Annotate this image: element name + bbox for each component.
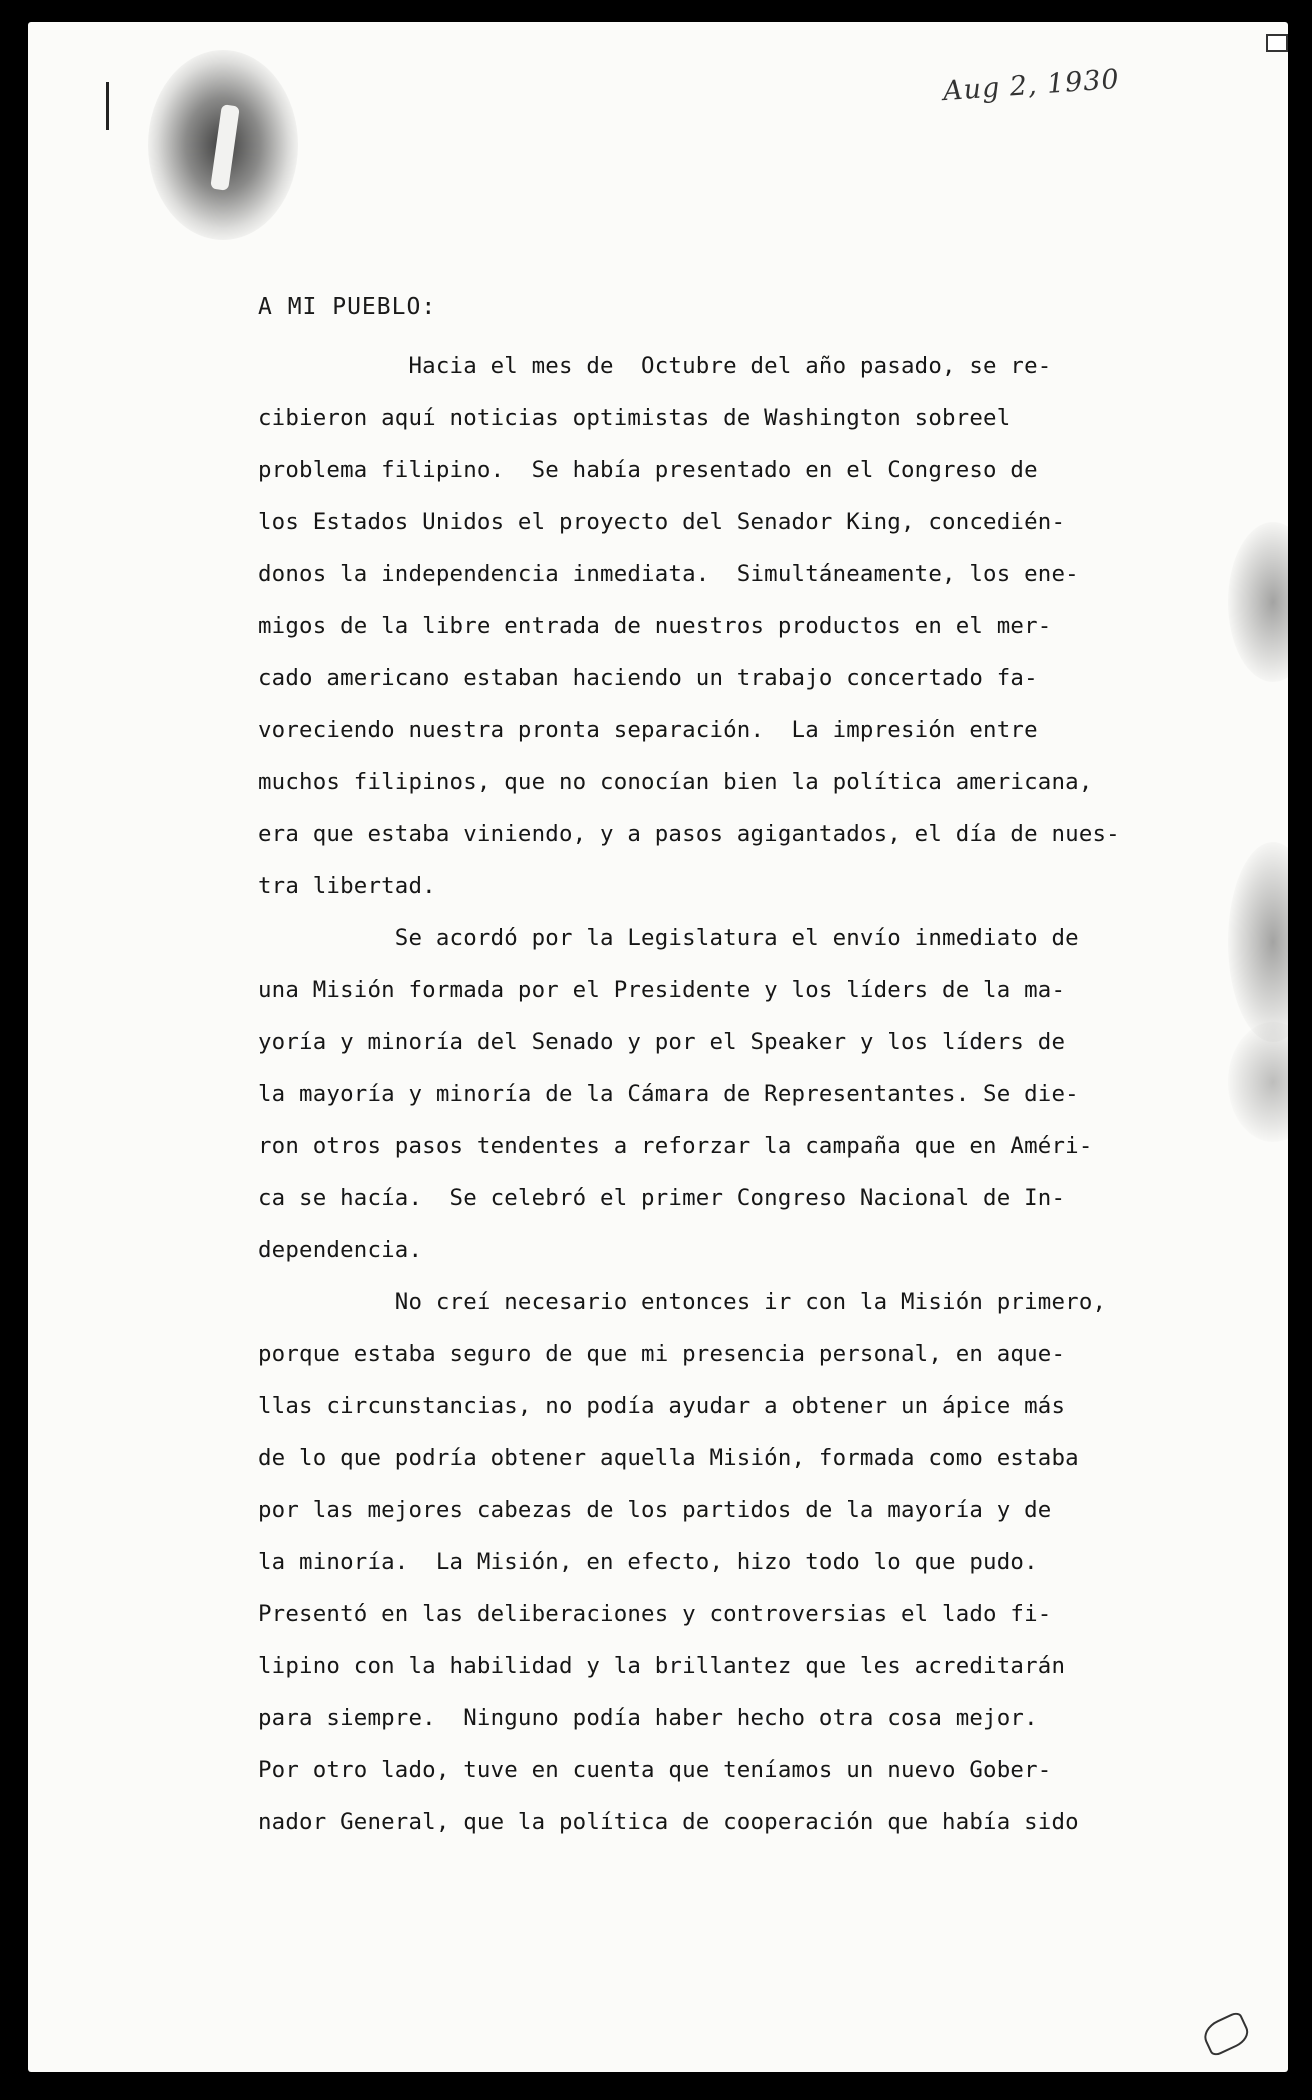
text-line: ca se hacía. Se celebró el primer Congreso Nacional de In- bbox=[258, 1185, 1066, 1211]
paper-clip-mark bbox=[210, 104, 240, 191]
text-line: la minoría. La Misión, en efecto, hizo todo lo que pudo. bbox=[258, 1549, 1038, 1575]
text-line: cado americano estaban haciendo un trabajo concertado fa- bbox=[258, 665, 1038, 691]
text-line: Por otro lado, tuve en cuenta que teníamos un nuevo Gober- bbox=[258, 1757, 1052, 1783]
text-line: donos la independencia inmediata. Simultáneamente, los ene- bbox=[258, 561, 1079, 587]
text-line: nador General, que la política de cooperación que había sido bbox=[258, 1809, 1079, 1835]
text-line: Presentó en las deliberaciones y controversias el lado fi- bbox=[258, 1601, 1052, 1627]
text-line: Se acordó por la Legislatura el envío inmediato de bbox=[258, 925, 1079, 951]
text-line: dependencia. bbox=[258, 1237, 423, 1263]
text-line: una Misión formada por el Presidente y los líders de la ma- bbox=[258, 977, 1066, 1003]
text-line: de lo que podría obtener aquella Misión, formada como estaba bbox=[258, 1445, 1079, 1471]
paper-clip-stain bbox=[148, 50, 298, 240]
document-page bbox=[28, 22, 1288, 2072]
text-line: yoría y minoría del Senado y por el Speaker y los líders de bbox=[258, 1029, 1066, 1055]
text-line: problema filipino. Se había presentado en el Congreso de bbox=[258, 457, 1038, 483]
text-line: Hacia el mes de Octubre del año pasado, se re- bbox=[258, 353, 1052, 379]
text-line: porque estaba seguro de que mi presencia personal, en aque- bbox=[258, 1341, 1066, 1367]
corner-fold-mark bbox=[1199, 2010, 1252, 2058]
text-line: la mayoría y minoría de la Cámara de Representantes. Se die- bbox=[258, 1081, 1079, 1107]
text-line: lipino con la habilidad y la brillantez que les acreditarán bbox=[258, 1653, 1066, 1679]
text-line: ron otros pasos tendentes a reforzar la campaña que en Améri- bbox=[258, 1133, 1093, 1159]
letter-heading: A MI PUEBLO: bbox=[258, 294, 437, 320]
text-line: migos de la libre entrada de nuestros productos en el mer- bbox=[258, 613, 1052, 639]
text-line: los Estados Unidos el proyecto del Senador King, concedién- bbox=[258, 509, 1066, 535]
text-line: para siempre. Ninguno podía haber hecho otra cosa mejor. bbox=[258, 1705, 1038, 1731]
margin-tick-mark bbox=[106, 82, 109, 130]
text-line: por las mejores cabezas de los partidos de la mayoría y de bbox=[258, 1497, 1052, 1523]
text-line: cibieron aquí noticias optimistas de Washington sobreel bbox=[258, 405, 1011, 431]
text-line: tra libertad. bbox=[258, 873, 436, 899]
typed-body bbox=[258, 340, 1248, 1848]
text-line: llas circunstancias, no podía ayudar a obtener un ápice más bbox=[258, 1393, 1066, 1419]
handwritten-date: Aug 2, 1930 bbox=[942, 63, 1121, 108]
text-line: voreciendo nuestra pronta separación. La impresión entre bbox=[258, 717, 1038, 743]
edge-tab-mark bbox=[1266, 34, 1288, 52]
text-line: muchos filipinos, que no conocían bien la política americana, bbox=[258, 769, 1093, 795]
text-line: era que estaba viniendo, y a pasos agigantados, el día de nues- bbox=[258, 821, 1120, 847]
text-line: No creí necesario entonces ir con la Misión primero, bbox=[258, 1289, 1107, 1315]
